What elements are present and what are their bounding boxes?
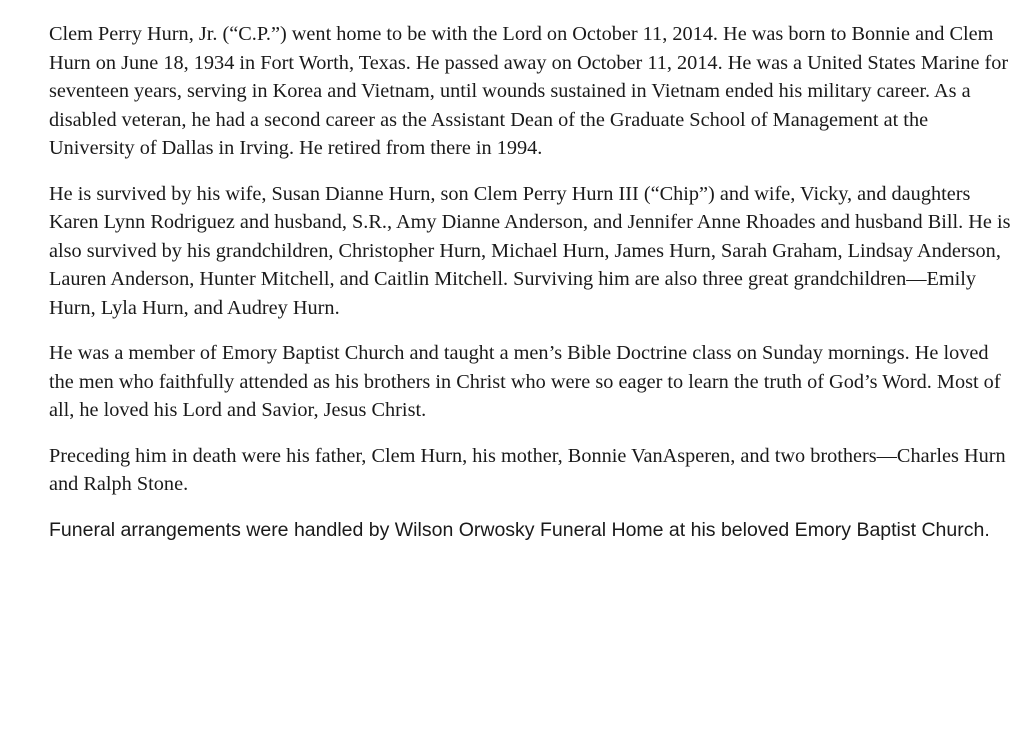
obituary-text	[49, 20, 1011, 544]
paragraph-funeral: Funeral arrangements were handled by Wilson Orwosky Funeral Home at his beloved Emory Baptist Church.	[49, 518, 990, 541]
paragraph-preceded: Preceding him in death were his father, Clem Hurn, his mother, Bonnie VanAsperen, and two brothers—Charles Hurn and Ralph Stone.	[49, 444, 1006, 495]
paragraph-survivors: He is survived by his wife, Susan Dianne Hurn, son Clem Perry Hurn III (“Chip”) and wife, Vicky, and daughters Karen Lynn Rodriguez and husband, S.R., Amy Dianne Anderson, and Jennifer Anne Rhoades and husband Bill. He is also survived by his grandchildren, Christopher Hurn, Michael Hurn, James Hurn, Sarah Graham, Lindsay Anderson, Lauren Anderson, Hunter Mitchell, and Caitlin Mitchell. Surviving him are also three great grandchildren—Emily Hurn, Lyla Hurn, and Audrey Hurn.	[49, 182, 1011, 319]
paragraph-biography: Clem Perry Hurn, Jr. (“C.P.”) went home to be with the Lord on October 11, 2014. He was born to Bonnie and Clem Hurn on June 18, 1934 in Fort Worth, Texas. He passed away on October 11, 2014. He was a United States Marine for seventeen years, serving in Korea and Vietnam, until wounds sustained in Vietnam ended his military career. As a disabled veteran, he had a second career as the Assistant Dean of the Graduate School of Management at the University of Dallas in Irving. He retired from there in 1994.	[49, 23, 1009, 159]
paragraph-church: He was a member of Emory Baptist Church and taught a men’s Bible Doctrine class on Sunday mornings. He loved the men who faithfully attended as his brothers in Christ who were so eager to learn the truth of God’s Word. Most of all, he loved his Lord and Savior, Jesus Christ.	[49, 342, 1001, 421]
